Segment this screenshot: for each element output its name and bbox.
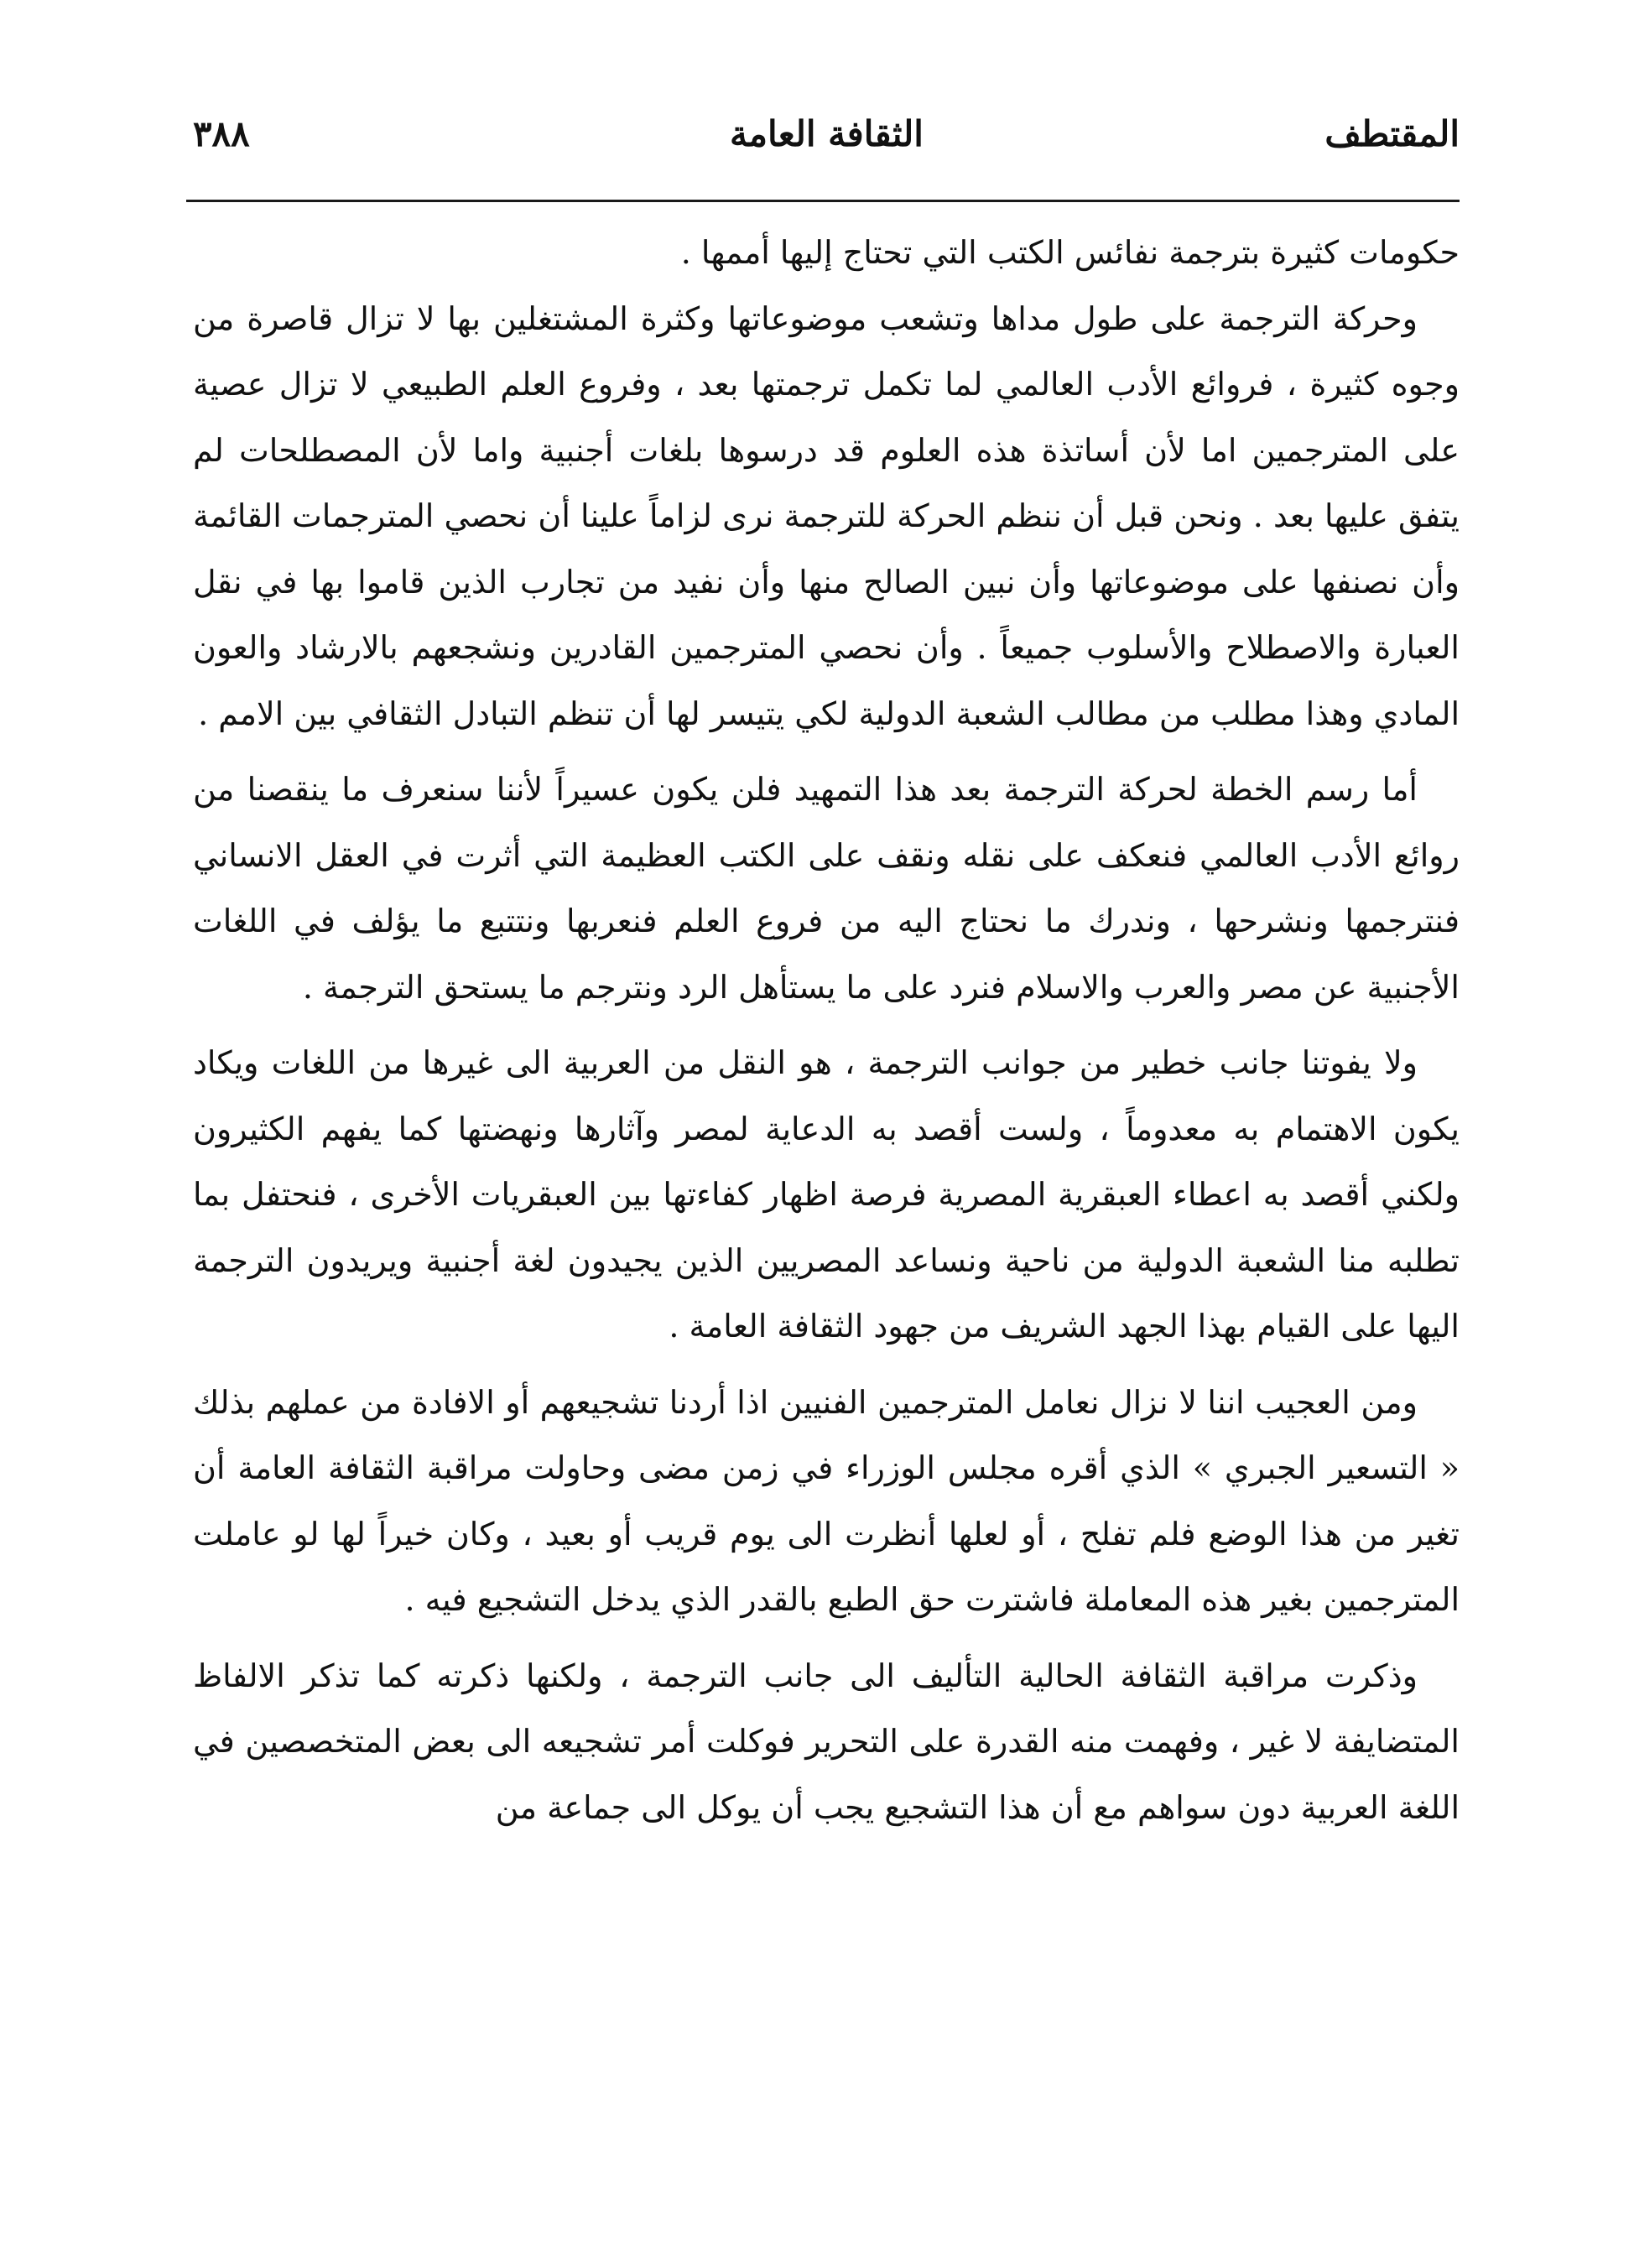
section-title: الثقافة العامة	[730, 113, 924, 154]
paragraph: أما رسم الخطة لحركة الترجمة بعد هذا التمهيد فلن يكون عسيراً لأننا سنعرف ما ينقصنا من روائع الأدب العالمي فنعكف على نقله ونقف على الكتب العظيمة التي أثرت في العقل الانساني فنترجمها ونشرحها ، وندرك ما نحتاج اليه من فروع العلم فنعربها ونتتبع ما يؤلف في اللغات الأجنبية عن مصر والعرب والاسلام فنرد على ما يستأهل الرد ونترجم ما يستحق الترجمة .	[193, 771, 1460, 1006]
journal-title: المقتطف	[1324, 113, 1460, 154]
paragraph-continuation: حكومات كثيرة بترجمة نفائس الكتب التي تحتاج إليها أممها .	[680, 234, 1460, 271]
paragraph: ومن العجيب اننا لا نزال نعامل المترجمين الفنيين اذا أردنا تشجيعهم أو الافادة من عملهم بذلك « التسعير الجبري » الذي أقره مجلس الوزراء في زمن مضى وحاولت مراقبة الثقافة العامة أن تغير من هذا الوضع فلم تفلح ، أو لعلها أنظرت الى يوم قريب أو بعيد ، وكان خيراً لها لو عاملت المترجمين بغير هذه المعاملة فاشترت حق الطبع بالقدر الذي يدخل التشجيع فيه .	[193, 1383, 1460, 1618]
article-body	[193, 220, 1460, 1840]
paragraph: وحركة الترجمة على طول مداها وتشعب موضوعاتها وكثرة المشتغلين بها لا تزال قاصرة من وجوه كثيرة ، فروائع الأدب العالمي لما تكمل ترجمتها بعد ، وفروع العلم الطبيعي لا تزال عصية على المترجمين اما لأن أساتذة هذه العلوم قد درسوها بلغات أجنبية واما لأن المصطلحات لم يتفق عليها بعد . ونحن قبل أن ننظم الحركة للترجمة نرى لزاماً علينا أن نحصي المترجمات القائمة وأن نصنفها على موضوعاتها وأن نبين الصالح منها وأن نفيد من تجارب الذين قاموا بها في نقل العبارة والاصطلاح والأسلوب جميعاً . وأن نحصي المترجمين القادرين ونشجعهم بالارشاد والعون المادي وهذا مطلب من مطالب الشعبة الدولية لكي يتيسر لها أن تنظم التبادل الثقافي بين الامم .	[193, 299, 1460, 732]
paragraph: ولا يفوتنا جانب خطير من جوانب الترجمة ، هو النقل من العربية الى غيرها من اللغات ويكاد يكون الاهتمام به معدوماً ، ولست أقصد به الدعاية لمصر وآثارها ونهضتها كما يفهم الكثيرون ولكني أقصد به اعطاء العبقرية المصرية فرصة اظهار كفاءتها بين العبقريات الأخرى ، فنحتفل بما تطلبه منا الشعبة الدولية من ناحية ونساعد المصريين الذين يجيدون لغة أجنبية ويريدون الترجمة اليها على القيام بهذا الجهد الشريف من جهود الثقافة العامة .	[193, 1044, 1460, 1345]
header-rule	[186, 200, 1460, 202]
page-header	[193, 101, 1460, 168]
page-number: ٣٨٨	[193, 113, 250, 154]
paragraph: وذكرت مراقبة الثقافة الحالية التأليف الى جانب الترجمة ، ولكنها ذكرته كما تذكر الالفاظ المتضايفة لا غير ، وفهمت منه القدرة على التحرير فوكلت أمر تشجيعه الى بعض المتخصصين في اللغة العربية دون سواهم مع أن هذا التشجيع يجب أن يوكل الى جماعة من	[193, 1657, 1460, 1826]
